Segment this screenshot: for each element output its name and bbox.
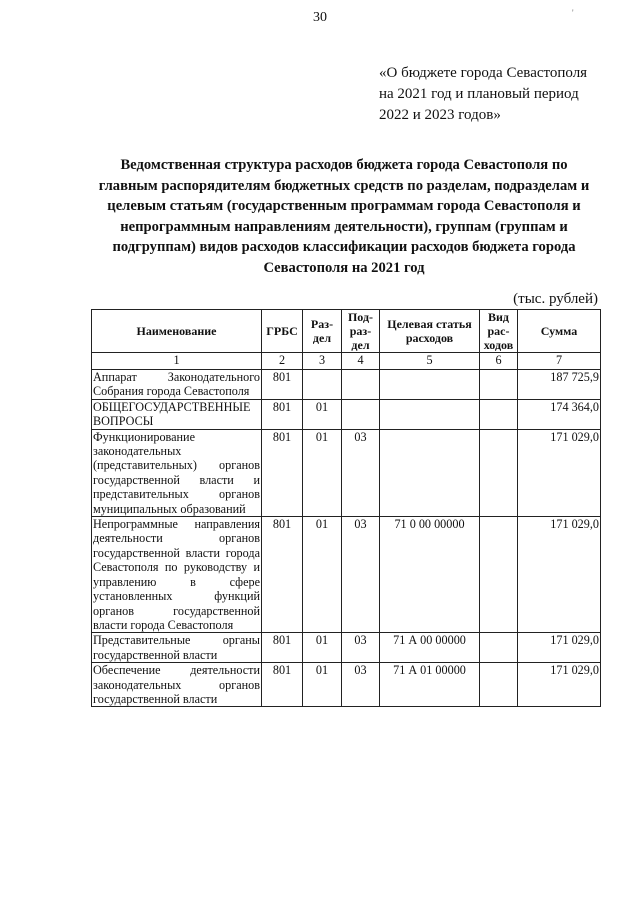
cell-target — [380, 370, 480, 400]
column-number: 7 — [518, 353, 601, 370]
cell-kind — [480, 633, 518, 663]
title-line: целевым статьям (государственным программам города Севастополя и — [107, 198, 581, 214]
budget-table — [91, 309, 601, 707]
cell-name: Функционирование законодательных (представительных) органов государственной власти и представительных органов муниципальных образований — [93, 429, 260, 516]
law-reference-line: на 2021 год и плановый период — [379, 86, 579, 102]
table-row — [92, 633, 601, 663]
cell-sum: 174 364,0 — [518, 399, 601, 429]
header-sum: Сумма — [518, 310, 601, 353]
cell-sum: 171 029,0 — [518, 663, 601, 707]
table-row — [92, 517, 601, 633]
cell-grbs: 801 — [262, 517, 303, 633]
cell-subsection: 03 — [342, 663, 380, 707]
title-line: Ведомственная структура расходов бюджета города Севастополя по — [120, 157, 568, 173]
cell-grbs: 801 — [262, 429, 303, 516]
cell-section: 01 — [303, 429, 342, 516]
law-reference — [379, 63, 619, 126]
column-number: 1 — [92, 353, 262, 370]
cell-name: ОБЩЕГОСУДАРСТВЕННЫЕ ВОПРОСЫ — [92, 399, 262, 429]
header-name: Наименование — [92, 310, 262, 353]
cell-sum: 171 029,0 — [518, 517, 601, 633]
cell-grbs: 801 — [262, 633, 303, 663]
cell-sum: 187 725,9 — [518, 370, 601, 400]
cell-kind — [480, 663, 518, 707]
cell-section: 01 — [303, 663, 342, 707]
cell-name: Аппарат Законодательного Собрания города Севастополя — [93, 370, 260, 399]
title-line: непрограммным направлениям деятельности), группам (группам и — [120, 218, 568, 235]
title-line: главным распорядителям бюджетных средств по разделам, подразделам и — [98, 177, 590, 194]
cell-subsection: 03 — [342, 517, 380, 633]
corner-mark: ' — [572, 8, 574, 18]
header-subsection: Под-раз-дел — [342, 310, 380, 353]
table-row — [92, 663, 601, 707]
law-reference-line: 2022 и 2023 годов» — [379, 107, 501, 123]
law-reference-line: «О бюджете города Севастополя — [379, 65, 588, 81]
cell-grbs: 801 — [262, 399, 303, 429]
cell-target: 71 А 01 00000 — [380, 663, 480, 707]
column-number: 3 — [303, 353, 342, 370]
cell-subsection: 03 — [342, 429, 380, 516]
table-header-row — [92, 310, 601, 353]
column-number: 4 — [342, 353, 380, 370]
column-number: 5 — [380, 353, 480, 370]
cell-target: 71 А 00 00000 — [380, 633, 480, 663]
cell-subsection — [342, 399, 380, 429]
column-number: 6 — [480, 353, 518, 370]
cell-section: 01 — [303, 633, 342, 663]
cell-kind — [480, 517, 518, 633]
document-title — [80, 155, 608, 278]
cell-sum: 171 029,0 — [518, 429, 601, 516]
cell-target — [380, 399, 480, 429]
cell-section: 01 — [303, 517, 342, 633]
table-row — [92, 429, 601, 516]
header-target: Целевая статья расходов — [380, 310, 480, 353]
column-number-row — [92, 353, 601, 370]
title-line: Севастополя на 2021 год — [263, 259, 425, 276]
cell-section: 01 — [303, 399, 342, 429]
cell-sum: 171 029,0 — [518, 633, 601, 663]
cell-name: Непрограммные направления деятельности органов государственной власти города Севастополя по руководству и управлению в сфере установленных функций органов государственной власти города Севастополя — [93, 517, 260, 632]
cell-target — [380, 429, 480, 516]
page-number: 30 — [313, 10, 327, 25]
cell-subsection — [342, 370, 380, 400]
cell-kind — [480, 399, 518, 429]
header-grbs: ГРБС — [262, 310, 303, 353]
header-kind: Вид рас-ходов — [480, 310, 518, 353]
table-row — [92, 399, 601, 429]
cell-target: 71 0 00 00000 — [380, 517, 480, 633]
cell-subsection: 03 — [342, 633, 380, 663]
cell-section — [303, 370, 342, 400]
cell-name: Обеспечение деятельности законодательных органов государственной власти — [93, 663, 260, 706]
cell-grbs: 801 — [262, 370, 303, 400]
column-number: 2 — [262, 353, 303, 370]
cell-grbs: 801 — [262, 663, 303, 707]
title-line: подгруппам) видов расходов классификации расходов бюджета города — [112, 239, 576, 255]
cell-kind — [480, 429, 518, 516]
header-section: Раз-дел — [303, 310, 342, 353]
units-label: (тыс. рублей) — [513, 291, 598, 307]
table-row — [92, 370, 601, 400]
cell-kind — [480, 370, 518, 400]
cell-name: Представительные органы государственной власти — [93, 633, 260, 662]
